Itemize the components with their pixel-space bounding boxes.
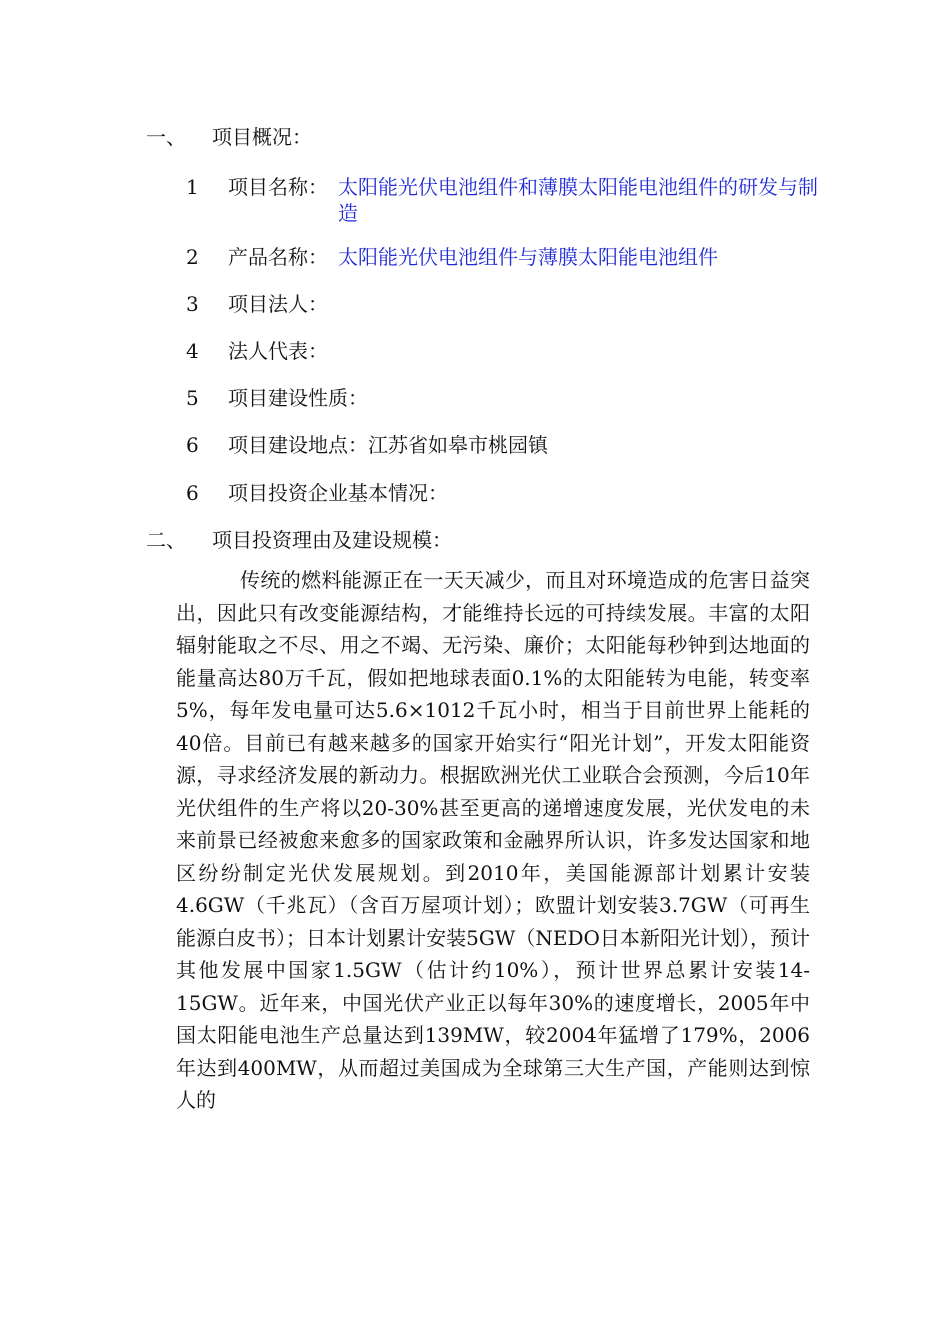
item-label: 项目名称： [228, 175, 328, 199]
item-index: 3 [186, 292, 199, 316]
section-title: 项目概况： [212, 125, 312, 149]
item-index: 2 [186, 245, 199, 269]
item-index: 5 [186, 386, 199, 410]
item-index: 1 [186, 175, 199, 199]
section-number: 二、 [146, 528, 186, 552]
item-value: 太阳能光伏电池组件与薄膜太阳能电池组件 [338, 245, 718, 269]
item-label: 项目建设地点：江苏省如皋市桃园镇 [228, 433, 548, 457]
body-paragraph: 传统的燃料能源正在一天天减少，而且对环境造成的危害日益突出，因此只有改变能源结构，才能维持长远的可持续发展。丰富的太阳辐射能取之不尽、用之不竭、无污染、廉价；太阳能每秒钟到达地面的能量高达80万千瓦，假如把地球表面0.1%的太阳能转为电能，转变率5%，每年发电量可达5.6×1012千瓦小时，相当于目前世界上能耗的40倍。目前已有越来越多的国家开始实行“阳光计划”，开发太阳能资源，寻求经济发展的新动力。根据欧洲光伏工业联合会预测，今后10年光伏组件的生产将以20-30%甚至更高的递增速度发展，光伏发电的未来前景已经被愈来愈多的国家政策和金融界所认识，许多发达国家和地区纷纷制定光伏发展规划。到2010年，美国能源部计划累计安装4.6GW（千兆瓦）（含百万屋项计划）；欧盟计划安装3.7GW（可再生能源白皮书）；日本计划累计安装5GW（NEDO日本新阳光计划），预计其他发展中国家1.5GW（估计约10%），预计世界总累计安装14-15GW。近年来，中国光伏产业正以每年30%的速度增长，2005年中国太阳能电池生产总量达到139MW，较2004年猛增了179%，2006年达到400MW，从而超过美国成为全球第三大生产国，产能则达到惊人的 [176, 568, 810, 1112]
section-number: 一、 [146, 125, 186, 149]
section-title: 项目投资理由及建设规模： [212, 528, 452, 552]
item-index: 4 [186, 339, 199, 363]
item-label: 法人代表： [228, 339, 328, 363]
item-label: 产品名称： [228, 245, 328, 269]
item-value: 太阳能光伏电池组件和薄膜太阳能电池组件的研发与制造 [338, 175, 818, 225]
item-label: 项目投资企业基本情况： [228, 481, 448, 505]
item-index: 6 [186, 433, 199, 457]
item-label: 项目法人： [228, 292, 328, 316]
item-index: 6 [186, 481, 199, 505]
item-label: 项目建设性质： [228, 386, 368, 410]
